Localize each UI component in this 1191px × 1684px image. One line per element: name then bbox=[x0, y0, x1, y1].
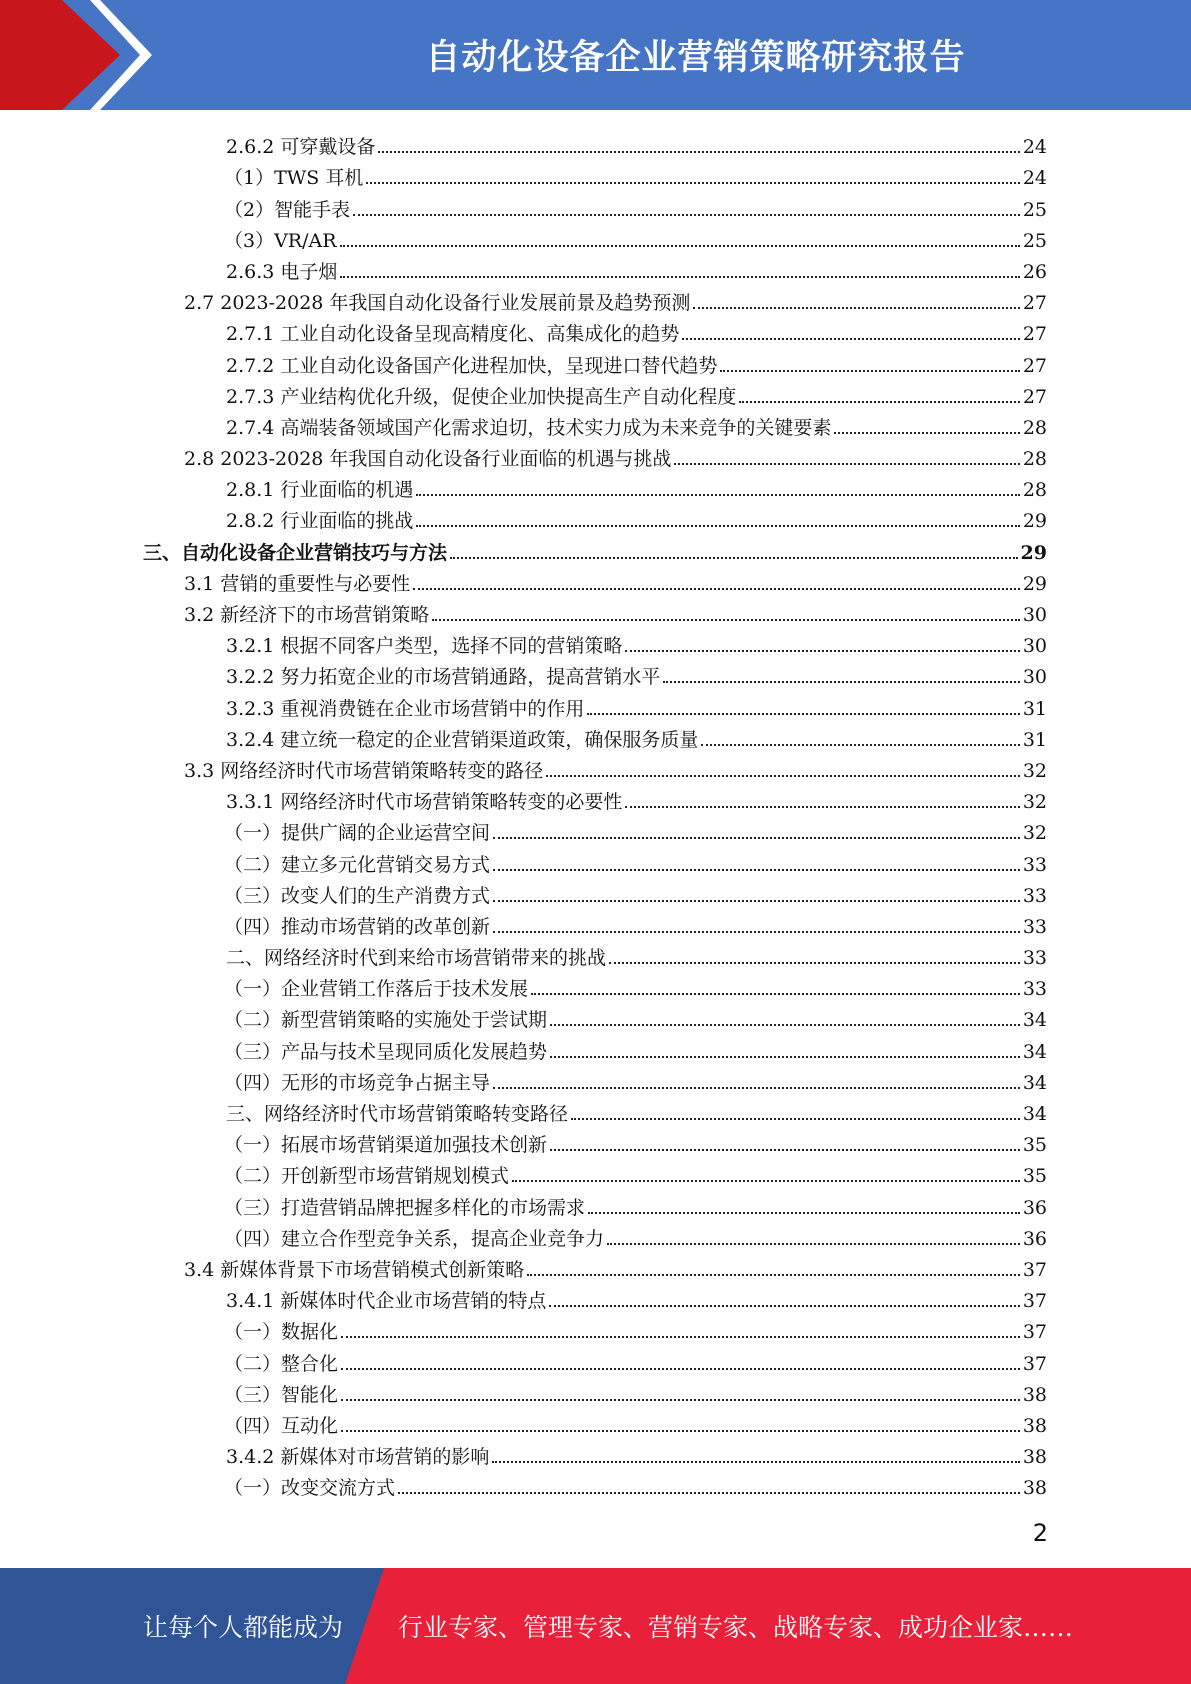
toc-entry-page: 34 bbox=[1022, 1103, 1047, 1125]
toc-entry-page: 32 bbox=[1022, 791, 1047, 814]
toc-entry[interactable] bbox=[0, 470, 1191, 501]
toc-entry[interactable] bbox=[0, 408, 1191, 439]
toc-entry[interactable] bbox=[0, 1312, 1191, 1343]
toc-dot-leader bbox=[693, 307, 1019, 309]
toc-entry-title: 3.3.1 网络经济时代市场营销策略转变的必要性 bbox=[226, 791, 623, 814]
toc-entry-title: 2.7.2 工业自动化设备国产化进程加快，呈现进口替代趋势 bbox=[226, 354, 718, 377]
toc-entry-page: 34 bbox=[1022, 1009, 1047, 1032]
toc-entry-page: 27 bbox=[1022, 354, 1047, 377]
toc-entry-page: 30 bbox=[1022, 635, 1047, 658]
toc-entry-page: 33 bbox=[1022, 853, 1047, 876]
toc-entry[interactable] bbox=[0, 283, 1191, 314]
toc-entry[interactable] bbox=[0, 626, 1191, 657]
toc-entry-title: （3）VR/AR bbox=[224, 229, 337, 252]
toc-entry-page: 29 bbox=[1022, 572, 1047, 595]
toc-entry-page: 38 bbox=[1022, 1477, 1047, 1500]
toc-entry[interactable] bbox=[0, 377, 1191, 408]
toc-entry-page: 37 bbox=[1022, 1321, 1047, 1344]
toc-dot-leader bbox=[450, 557, 1018, 559]
toc-dot-leader bbox=[674, 463, 1019, 465]
toc-entry-page: 36 bbox=[1022, 1227, 1047, 1250]
toc-dot-leader bbox=[378, 151, 1019, 153]
toc-entry[interactable] bbox=[0, 688, 1191, 719]
toc-dot-leader bbox=[493, 837, 1020, 839]
footer-slogan-left: 让每个人都能成为 bbox=[143, 1613, 344, 1642]
toc-entry-title: （四）互动化 bbox=[224, 1414, 339, 1437]
toc-entry[interactable] bbox=[0, 1094, 1191, 1125]
toc-entry-title: （二）开创新型市场营销规划模式 bbox=[224, 1165, 510, 1188]
toc-dot-leader bbox=[512, 1180, 1020, 1182]
toc-entry[interactable] bbox=[0, 1219, 1191, 1250]
toc-entry-page: 29 bbox=[1022, 510, 1047, 533]
toc-entry-title: 2.8.2 行业面临的挑战 bbox=[226, 510, 414, 533]
toc-entry-page: 27 bbox=[1022, 385, 1047, 408]
toc-dot-leader bbox=[609, 962, 1020, 964]
toc-dot-leader bbox=[587, 713, 1019, 715]
toc-entry-page: 36 bbox=[1022, 1196, 1047, 1219]
toc-dot-leader bbox=[493, 900, 1020, 902]
toc-entry[interactable] bbox=[0, 938, 1191, 969]
toc-entry-title: 3.4.2 新媒体对市场营销的影响 bbox=[226, 1446, 490, 1469]
toc-dot-leader bbox=[353, 214, 1020, 216]
toc-entry-title: 三、网络经济时代市场营销策略转变路径 bbox=[226, 1103, 569, 1125]
toc-entry[interactable] bbox=[0, 1250, 1191, 1281]
toc-dot-leader bbox=[340, 276, 1019, 278]
toc-entry-title: 2.6.2 可穿戴设备 bbox=[226, 136, 376, 159]
toc-entry-page: 35 bbox=[1022, 1134, 1047, 1157]
toc-entry-page: 37 bbox=[1022, 1258, 1047, 1281]
toc-dot-leader bbox=[492, 1461, 1019, 1463]
toc-entry[interactable] bbox=[0, 751, 1191, 782]
toc-entry[interactable] bbox=[0, 1437, 1191, 1468]
toc-entry[interactable] bbox=[0, 782, 1191, 813]
toc-entry-page: 27 bbox=[1022, 323, 1047, 346]
toc-entry[interactable] bbox=[0, 564, 1191, 595]
toc-entry-page: 33 bbox=[1022, 915, 1047, 938]
toc-dot-leader bbox=[341, 1430, 1020, 1432]
toc-entry-page: 32 bbox=[1022, 759, 1047, 782]
toc-entry[interactable] bbox=[0, 844, 1191, 875]
toc-entry[interactable] bbox=[0, 221, 1191, 252]
toc-entry-page: 33 bbox=[1022, 884, 1047, 907]
toc-dot-leader bbox=[366, 182, 1019, 184]
toc-entry[interactable] bbox=[0, 532, 1191, 563]
toc-entry-page: 31 bbox=[1022, 728, 1047, 751]
toc-dot-leader bbox=[398, 1492, 1020, 1494]
toc-entry[interactable] bbox=[0, 314, 1191, 345]
toc-entry[interactable] bbox=[0, 1406, 1191, 1437]
toc-dot-leader bbox=[588, 1212, 1020, 1214]
toc-entry-title: 3.2.3 重视消费链在企业市场营销中的作用 bbox=[226, 697, 585, 720]
toc-dot-leader bbox=[340, 245, 1020, 247]
toc-dot-leader bbox=[527, 1274, 1020, 1276]
toc-entry[interactable] bbox=[0, 127, 1191, 158]
toc-dot-leader bbox=[416, 494, 1019, 496]
toc-entry[interactable] bbox=[0, 1000, 1191, 1031]
toc-entry-title: （一）提供广阔的企业运营空间 bbox=[224, 822, 491, 845]
toc-entry-page: 34 bbox=[1022, 1071, 1047, 1094]
toc-entry-title: 3.3 网络经济时代市场营销策略转变的路径 bbox=[184, 759, 544, 782]
report-title: 自动化设备企业营销策略研究报告 bbox=[425, 38, 966, 78]
toc-entry-page: 35 bbox=[1022, 1165, 1047, 1188]
toc-entry-title: 2.6.3 电子烟 bbox=[226, 260, 338, 283]
toc-entry[interactable] bbox=[0, 1156, 1191, 1187]
toc-dot-leader bbox=[625, 806, 1019, 808]
toc-dot-leader bbox=[834, 432, 1019, 434]
toc-entry-title: （二）新型营销策略的实施处于尝试期 bbox=[224, 1009, 548, 1032]
toc-entry[interactable] bbox=[0, 876, 1191, 907]
table-of-contents bbox=[0, 127, 1191, 1499]
toc-entry-page: 28 bbox=[1022, 448, 1047, 471]
toc-dot-leader bbox=[341, 1399, 1020, 1401]
toc-entry[interactable] bbox=[0, 813, 1191, 844]
toc-entry-title: 3.2.1 根据不同客户类型，选择不同的营销策略 bbox=[226, 635, 623, 658]
toc-entry-title: （三）改变人们的生产消费方式 bbox=[224, 884, 491, 907]
toc-dot-leader bbox=[550, 1149, 1020, 1151]
toc-entry-title: 二、网络经济时代到来给市场营销带来的挑战 bbox=[226, 947, 607, 970]
toc-entry-page: 38 bbox=[1022, 1383, 1047, 1406]
toc-entry[interactable] bbox=[0, 1031, 1191, 1062]
toc-entry-page: 27 bbox=[1022, 292, 1047, 315]
toc-entry-page: 34 bbox=[1022, 1040, 1047, 1063]
toc-entry[interactable] bbox=[0, 720, 1191, 751]
toc-entry[interactable] bbox=[0, 1343, 1191, 1374]
toc-dot-leader bbox=[663, 681, 1019, 683]
report-header bbox=[0, 0, 1191, 110]
toc-entry[interactable] bbox=[0, 501, 1191, 532]
toc-entry[interactable] bbox=[0, 1063, 1191, 1094]
toc-entry-title: （1）TWS 耳机 bbox=[224, 167, 364, 190]
toc-dot-leader bbox=[701, 744, 1019, 746]
toc-entry[interactable] bbox=[0, 657, 1191, 688]
toc-dot-leader bbox=[550, 1024, 1020, 1026]
toc-entry-title: （一）企业营销工作落后于技术发展 bbox=[224, 978, 529, 1001]
toc-entry-page: 30 bbox=[1022, 666, 1047, 689]
toc-entry[interactable] bbox=[0, 1375, 1191, 1406]
toc-entry-title: （一）拓展市场营销渠道加强技术创新 bbox=[224, 1134, 548, 1157]
toc-entry-title: 3.1 营销的重要性与必要性 bbox=[184, 572, 411, 595]
toc-entry-page: 37 bbox=[1022, 1290, 1047, 1313]
toc-entry-page: 26 bbox=[1022, 260, 1047, 283]
toc-entry-title: 3.2.2 努力拓宽企业的市场营销通路，提高营销水平 bbox=[226, 666, 661, 689]
toc-entry-title: 2.7.4 高端装备领域国产化需求迫切，技术实力成为未来竞争的关键要素 bbox=[226, 416, 832, 439]
toc-entry-title: 2.7 2023-2028 年我国自动化设备行业发展前景及趋势预测 bbox=[184, 292, 691, 315]
toc-dot-leader bbox=[607, 1243, 1020, 1245]
toc-entry-page: 25 bbox=[1022, 198, 1047, 221]
toc-entry-title: （三）智能化 bbox=[224, 1383, 339, 1406]
toc-dot-leader bbox=[413, 588, 1020, 590]
toc-entry-page: 25 bbox=[1022, 229, 1047, 252]
toc-entry-title: （四）建立合作型竞争关系，提高企业竞争力 bbox=[224, 1227, 605, 1250]
toc-entry[interactable] bbox=[0, 907, 1191, 938]
toc-dot-leader bbox=[571, 1118, 1020, 1120]
toc-dot-leader bbox=[432, 619, 1020, 621]
toc-entry[interactable] bbox=[0, 158, 1191, 189]
toc-entry-title: 2.8 2023-2028 年我国自动化设备行业面临的机遇与挑战 bbox=[184, 448, 672, 471]
toc-dot-leader bbox=[625, 650, 1019, 652]
toc-entry-title: 2.7.3 产业结构优化升级，促使企业加快提高生产自动化程度 bbox=[226, 385, 737, 408]
toc-entry-page: 31 bbox=[1022, 697, 1047, 720]
toc-dot-leader bbox=[720, 370, 1019, 372]
toc-entry[interactable] bbox=[0, 1187, 1191, 1218]
report-footer bbox=[0, 1568, 1191, 1684]
toc-entry-page: 33 bbox=[1022, 978, 1047, 1001]
toc-entry[interactable] bbox=[0, 1468, 1191, 1499]
toc-entry-title: 3.4.1 新媒体时代企业市场营销的特点 bbox=[226, 1290, 547, 1313]
toc-entry[interactable] bbox=[0, 969, 1191, 1000]
toc-entry[interactable] bbox=[0, 252, 1191, 283]
toc-entry-title: 三、自动化设备企业营销技巧与方法 bbox=[143, 541, 448, 564]
toc-entry-title: （二）建立多元化营销交易方式 bbox=[224, 853, 491, 876]
toc-entry-title: 3.2 新经济下的市场营销策略 bbox=[184, 604, 430, 626]
toc-dot-leader bbox=[550, 1056, 1020, 1058]
toc-entry-title: 3.2.4 建立统一稳定的企业营销渠道政策，确保服务质量 bbox=[226, 728, 699, 751]
toc-entry-page: 33 bbox=[1022, 947, 1047, 970]
toc-entry-page: 29 bbox=[1020, 541, 1047, 564]
toc-entry-title: 2.7.1 工业自动化设备呈现高精度化、高集成化的趋势 bbox=[226, 323, 680, 346]
page-number: 2 bbox=[1032, 1519, 1048, 1547]
toc-entry-page: 30 bbox=[1022, 604, 1047, 626]
toc-entry-page: 38 bbox=[1022, 1446, 1047, 1469]
toc-entry[interactable] bbox=[0, 439, 1191, 470]
toc-entry-page: 38 bbox=[1022, 1414, 1047, 1437]
toc-dot-leader bbox=[341, 1336, 1020, 1338]
toc-dot-leader bbox=[493, 931, 1020, 933]
toc-entry-page: 37 bbox=[1022, 1352, 1047, 1375]
toc-entry[interactable] bbox=[0, 345, 1191, 376]
toc-entry-title: （一）改变交流方式 bbox=[224, 1477, 396, 1500]
toc-entry-page: 24 bbox=[1022, 136, 1047, 159]
toc-entry-page: 32 bbox=[1022, 822, 1047, 845]
toc-dot-leader bbox=[739, 401, 1019, 403]
toc-dot-leader bbox=[531, 993, 1020, 995]
toc-entry-title: （一）数据化 bbox=[224, 1321, 339, 1344]
toc-entry-title: （二）整合化 bbox=[224, 1352, 339, 1375]
toc-entry-title: （四）无形的市场竞争占据主导 bbox=[224, 1071, 491, 1094]
header-arrow-decoration bbox=[0, 0, 200, 110]
toc-entry-title: （三）打造营销品牌把握多样化的市场需求 bbox=[224, 1196, 586, 1219]
toc-dot-leader bbox=[682, 338, 1019, 340]
toc-entry[interactable] bbox=[0, 595, 1191, 626]
toc-entry-page: 28 bbox=[1022, 416, 1047, 439]
toc-entry-title: 3.4 新媒体背景下市场营销模式创新策略 bbox=[184, 1258, 525, 1281]
toc-entry-title: （四）推动市场营销的改革创新 bbox=[224, 915, 491, 938]
toc-dot-leader bbox=[416, 525, 1019, 527]
footer-slogan-right: 行业专家、管理专家、营销专家、战略专家、成功企业家…… bbox=[398, 1613, 1074, 1642]
toc-dot-leader bbox=[341, 1368, 1020, 1370]
toc-entry-page: 24 bbox=[1022, 167, 1047, 190]
toc-entry-title: （2）智能手表 bbox=[224, 198, 351, 221]
toc-entry-title: 2.8.1 行业面临的机遇 bbox=[226, 479, 414, 502]
toc-dot-leader bbox=[493, 869, 1020, 871]
toc-dot-leader bbox=[546, 775, 1020, 777]
toc-entry[interactable] bbox=[0, 1281, 1191, 1312]
toc-entry[interactable] bbox=[0, 1125, 1191, 1156]
toc-entry[interactable] bbox=[0, 189, 1191, 220]
toc-entry-title: （三）产品与技术呈现同质化发展趋势 bbox=[224, 1040, 548, 1063]
toc-dot-leader bbox=[493, 1087, 1020, 1089]
toc-entry-page: 28 bbox=[1022, 479, 1047, 502]
toc-dot-leader bbox=[549, 1305, 1019, 1307]
